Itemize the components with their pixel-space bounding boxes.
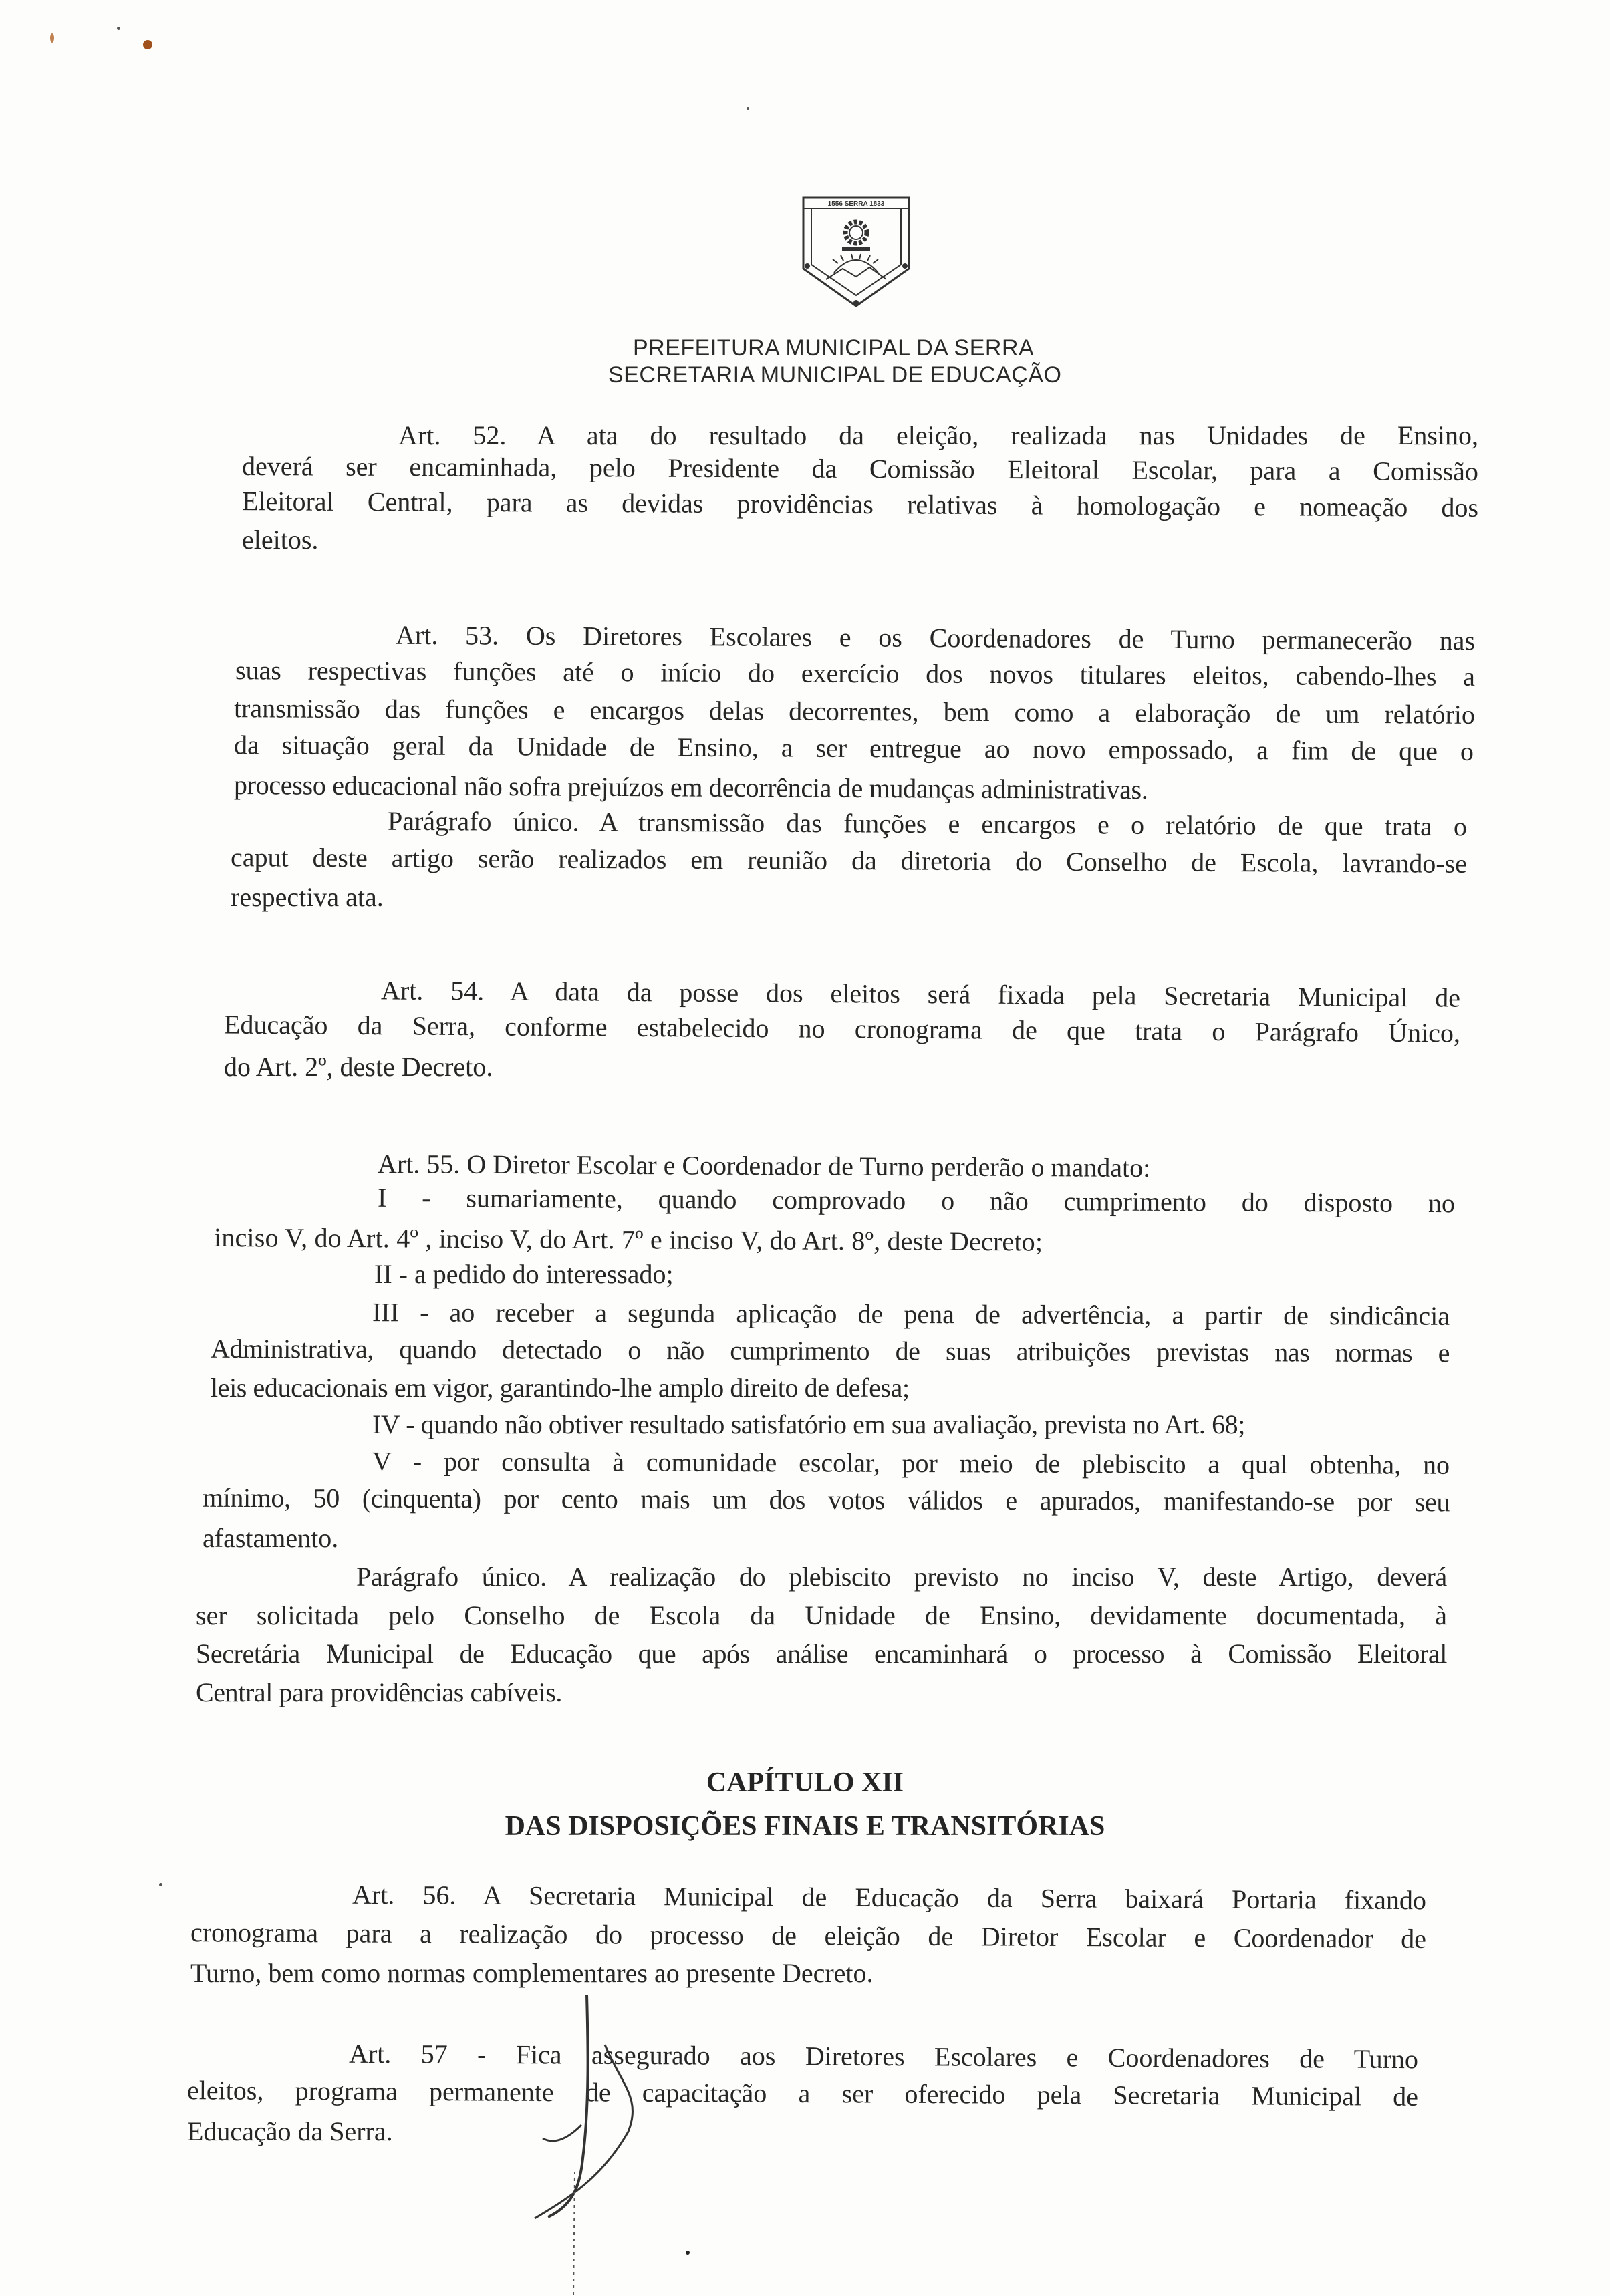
art55-line: leis educacionais em vigor, garantindo-lhe amplo direito de defesa; xyxy=(211,1373,910,1403)
art55-inciso-v: V - por consulta à comunidade escolar, por meio de plebiscito a qual obtenha, no xyxy=(372,1446,1450,1480)
art55-line: inciso V, do Art. 4º , inciso V, do Art. 7º e inciso V, do Art. 8º, deste Decreto; xyxy=(213,1222,1043,1257)
art53-paragrafo-unico-line: Parágrafo único. A transmissão das funções e encargos e o relatório de que trata o xyxy=(387,805,1468,842)
art56-line: cronograma para a realização do processo de eleição de Diretor Escolar e Coordenador de xyxy=(190,1917,1427,1954)
art55-inciso-iv: IV - quando não obtiver resultado satisfatório em sua avaliação, prevista no Art. 68; xyxy=(372,1409,1246,1439)
art53-line: processo educacional não sofra prejuízos em decorrência de mudanças administrativas. xyxy=(233,770,1148,805)
scan-speck xyxy=(686,2251,690,2255)
scan-speck xyxy=(143,40,152,49)
art57-line: Educação da Serra. xyxy=(187,2116,393,2146)
art52-line: deverá ser encaminhada, pelo Presidente da Comissão Eleitoral Escolar, para a Comissão xyxy=(241,450,1479,487)
header-secretaria: SECRETARIA MUNICIPAL DE EDUCAÇÃO xyxy=(608,362,1062,388)
art55-line: mínimo, 50 (cinquenta) por cento mais um dos votos válidos e apurados, manifestando-se por seu xyxy=(202,1482,1450,1518)
art53-paragrafo-unico-line: caput deste artigo serão realizados em reunião da diretoria do Conselho de Escola, lavrando-se xyxy=(230,842,1468,879)
art54-line: Art. 54. A data da posse dos eleitos será fixada pela Secretaria Municipal de xyxy=(380,975,1461,1013)
art55-paragrafo-unico-line: Secretária Municipal de Educação que após análise encaminhará o processo à Comissão Eleitoral xyxy=(196,1638,1447,1669)
art52-line: Eleitoral Central, para as devidas providências relativas à homologação e nomeação dos xyxy=(241,486,1479,523)
scan-speck xyxy=(159,1883,162,1886)
scan-speck xyxy=(747,107,749,110)
chapter-subtitle: DAS DISPOSIÇÕES FINAIS E TRANSITÓRIAS xyxy=(505,1811,1105,1842)
art55-line: Administrativa, quando detectado o não cumprimento de suas atribuições previstas nas normas e xyxy=(210,1333,1450,1369)
art55-inciso-iii: III - ao receber a segunda aplicação de pena de advertência, a partir de sindicância xyxy=(372,1297,1450,1331)
art56-line: Turno, bem como normas complementares ao presente Decreto. xyxy=(190,1958,874,1988)
art55-line: Art. 55. O Diretor Escolar e Coordenador de Turno perderão o mandato: xyxy=(377,1149,1151,1183)
art54-line: Educação da Serra, conforme estabelecido no cronograma de que trata o Parágrafo Único, xyxy=(223,1009,1461,1048)
art57-line: eleitos, programa permanente de capacitação a ser oferecido pela Secretaria Municipal de xyxy=(186,2075,1419,2112)
art54-line: do Art. 2º, deste Decreto. xyxy=(224,1052,493,1082)
art55-line: afastamento. xyxy=(203,1523,339,1553)
art55-inciso-ii: II - a pedido do interessado; xyxy=(374,1259,674,1289)
scan-speck xyxy=(50,33,54,43)
art55-paragrafo-unico-line: Central para providências cabíveis. xyxy=(196,1677,562,1707)
art57-line: Art. 57 - Fica assegurado aos Diretores Escolares e Coordenadores de Turno xyxy=(348,2038,1419,2075)
art55-inciso-i: I - sumariamente, quando comprovado o não cumprimento do disposto no xyxy=(377,1182,1456,1219)
art56-line: Art. 56. A Secretaria Municipal de Educação da Serra baixará Portaria fixando xyxy=(352,1879,1427,1916)
header-prefeitura: PREFEITURA MUNICIPAL DA SERRA xyxy=(633,335,1035,361)
chapter-title: CAPÍTULO XII xyxy=(706,1767,904,1798)
art55-paragrafo-unico-line: ser solicitada pelo Conselho de Escola da Unidade de Ensino, devidamente documentada, à xyxy=(196,1600,1447,1630)
art52-line: Art. 52. A ata do resultado da eleição, realizada nas Unidades de Ensino, xyxy=(398,420,1478,450)
art53-paragrafo-unico-line: respectiva ata. xyxy=(231,882,384,912)
art53-line: suas respectivas funções até o início do exercício dos novos titulares eleitos, cabendo-lhes a xyxy=(235,655,1476,692)
art53-line: da situação geral da Unidade de Ensino, a ser entregue ao novo empossado, a fim de que o xyxy=(233,730,1474,766)
scan-speck xyxy=(117,27,120,30)
art53-line: Art. 53. Os Diretores Escolares e os Coordenadores de Turno permanecerão nas xyxy=(395,619,1476,656)
art55-paragrafo-unico-line: Parágrafo único. A realização do plebiscito previsto no inciso V, deste Artigo, deverá xyxy=(356,1562,1447,1592)
art53-line: transmissão das funções e encargos delas decorrentes, bem como a elaboração de um relatório xyxy=(233,693,1476,730)
art52-line: eleitos. xyxy=(242,525,319,555)
municipal-coat-of-arms-logo xyxy=(799,194,913,311)
logo-banner-text: 1556 SERRA 1833 xyxy=(827,200,885,208)
